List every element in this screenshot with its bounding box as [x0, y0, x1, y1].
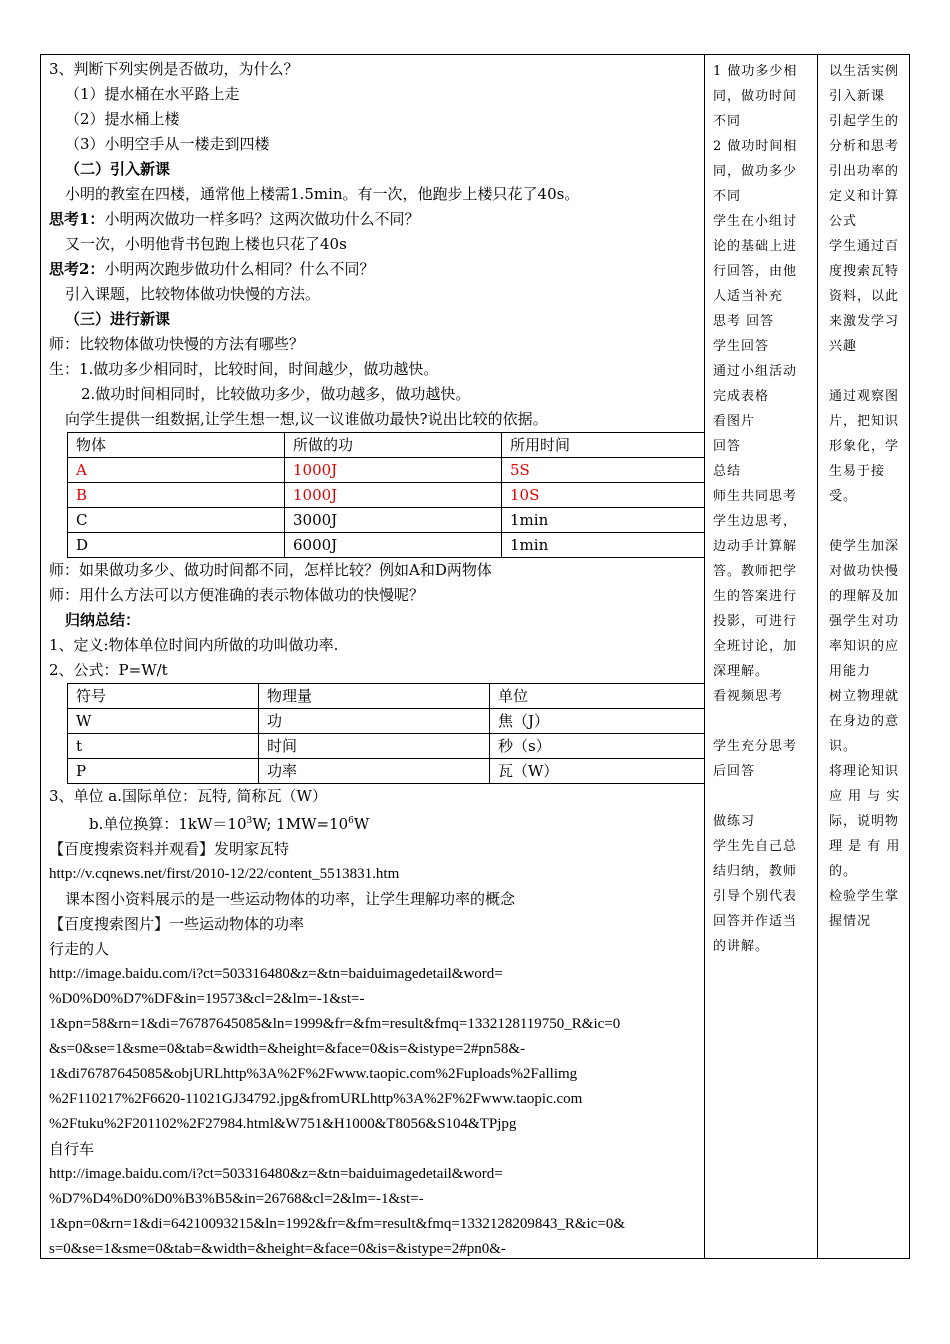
- table-cell: W: [68, 709, 259, 734]
- definition-text: 1、定义:物体单位时间内所做的功叫做功率.: [49, 636, 339, 654]
- activity-line: 结归纳，教师: [713, 864, 798, 879]
- teacher-question-2: 师：如果做功多少、做功时间都不同，怎样比较？例如A和D两物体: [49, 561, 492, 579]
- activity-line: 深理解。: [713, 664, 770, 679]
- think-2: [49, 257, 704, 282]
- table-header-cell: 所做的功: [285, 433, 502, 458]
- intent-line: 率知识的应: [829, 639, 900, 654]
- section-3-heading: （三）进行新课: [65, 310, 171, 328]
- activity-line: 投影，可进行: [713, 614, 798, 629]
- url-line[interactable]: %2F110217%2F6620-11021GJ34792.jpg&fromURLhttp%3A%2F%2Fwww.taopic.com: [49, 1091, 583, 1107]
- intent-line: 将理论知识: [829, 764, 900, 779]
- table-cell: 1min: [502, 533, 705, 558]
- table-header-row: [68, 684, 705, 709]
- url-line[interactable]: 1&pn=58&rn=1&di=76787645085&ln=1999&fr=&fm=result&fmq=1332128119750_R&ic=0: [49, 1016, 621, 1032]
- intent-line: 兴趣: [829, 339, 858, 354]
- activity-line: 论的基础上进: [713, 239, 798, 254]
- walk-label: 行走的人: [49, 940, 110, 958]
- intent-line: 资料，以此: [829, 289, 900, 304]
- activity-line: [713, 784, 819, 809]
- intent-line: 使学生加深: [829, 539, 900, 554]
- intent-line: 的理解及加: [829, 589, 900, 604]
- column-divider: [817, 55, 818, 1258]
- activity-line: 同，做功时间: [713, 89, 798, 104]
- question-3-item: （2）提水桶上楼: [65, 110, 180, 128]
- table-cell: 时间: [259, 734, 490, 759]
- table-header-cell: 物体: [68, 433, 285, 458]
- activity-line: 完成表格: [713, 389, 770, 404]
- main-content-column: [41, 55, 705, 1258]
- activity-line: 人适当补充: [713, 289, 784, 304]
- intent-line: 形象化，学: [829, 439, 900, 454]
- intent-line: 识。: [829, 739, 858, 754]
- table-cell: P: [68, 759, 259, 784]
- url-line[interactable]: %D0%D0%D7%DF&in=19573&cl=2&lm=-1&st=-: [49, 991, 365, 1007]
- unit-conv-suffix: W: [353, 815, 370, 833]
- table-row: [68, 533, 705, 558]
- url-line[interactable]: 1&pn=0&rn=1&di=64210093215&ln=1992&fr=&fm=result&fmq=1332128209843_R&ic=0&: [49, 1216, 625, 1232]
- lead-text: 引入课题，比较物体做功快慢的方法。: [65, 285, 321, 303]
- summary-heading: 归纳总结：: [65, 611, 141, 629]
- student-activity-column: [713, 55, 819, 1258]
- intent-line: 强学生对功: [829, 614, 900, 629]
- table-cell: 6000J: [285, 533, 502, 558]
- think-2-text: 小明两次跑步做功什么相同？什么不同？: [104, 260, 375, 278]
- question-3-item: （1）提水桶在水平路上走: [65, 85, 240, 103]
- intent-line: 分析和思考: [829, 139, 900, 154]
- activity-line: 通过小组活动: [713, 364, 798, 379]
- url-line[interactable]: &s=0&se=1&sme=0&tab=&width=&height=&face=0&is=&istype=2#pn58&-: [49, 1041, 526, 1057]
- intent-line: 来激发学习: [829, 314, 900, 329]
- table-cell: 1min: [502, 508, 705, 533]
- intent-line: 公式: [829, 214, 858, 229]
- activity-line: 看视频思考: [713, 689, 784, 704]
- table-header-cell: 符号: [68, 684, 259, 709]
- activity-line: 学生充分思考: [713, 739, 798, 754]
- design-intent-column: [829, 55, 911, 1258]
- table-cell: A: [68, 458, 285, 483]
- table-cell: 功: [259, 709, 490, 734]
- table-cell: 5S: [502, 458, 705, 483]
- activity-line: 答。教师把学: [713, 564, 798, 579]
- unit-conv-exp: 6: [348, 816, 354, 826]
- formula-text: 2、公式：P=W/t: [49, 661, 168, 679]
- again-text: 又一次，小明他背书包跑上楼也只花了40s: [65, 235, 347, 253]
- table-row: [68, 508, 705, 533]
- table-cell: 3000J: [285, 508, 502, 533]
- table-row: [68, 483, 705, 508]
- table-cell: 功率: [259, 759, 490, 784]
- url-line[interactable]: %D7%D4%D0%D0%B3%B5&in=26768&cl=2&lm=-1&st=-: [49, 1191, 424, 1207]
- table-row: [68, 458, 705, 483]
- provide-text: 向学生提供一组数据,让学生想一想,议一议谁做功最快?说出比较的依据。: [65, 410, 548, 428]
- intent-line: 引起学生的: [829, 114, 900, 129]
- think-1: [49, 207, 704, 232]
- intent-line: 在身边的意: [829, 714, 900, 729]
- activity-line: 总结: [713, 464, 742, 479]
- activity-line: 边动手计算解: [713, 539, 798, 554]
- url-link[interactable]: http://v.cqnews.net/first/2010-12/22/content_5513831.htm: [49, 866, 400, 882]
- question-3-item: （3）小明空手从一楼走到四楼: [65, 135, 270, 153]
- intent-line: 的。: [829, 864, 858, 879]
- intent-line: 通过观察图: [829, 389, 900, 404]
- intent-line: 握情况: [829, 914, 872, 929]
- activity-line: 不同: [713, 114, 742, 129]
- unit-conv-exp: 3: [246, 816, 253, 826]
- intent-line: 片，把知识: [829, 414, 900, 429]
- activity-line: 同，做功多少: [713, 164, 798, 179]
- table-row: [68, 709, 705, 734]
- intent-line: 树立物理就: [829, 689, 900, 704]
- activity-line: 后回答: [713, 764, 756, 779]
- table-cell: 秒（s）: [490, 734, 705, 759]
- activity-line: 2 做功时间相: [713, 139, 798, 154]
- table-cell: 瓦（W）: [490, 759, 705, 784]
- activity-line: 思考 回答: [713, 314, 775, 329]
- table-row: [68, 734, 705, 759]
- student-answer-1: 生：1.做功多少相同时，比较时间，时间越少，做功越快。: [49, 360, 439, 378]
- activity-line: 引导个别代表: [713, 889, 798, 904]
- activity-line: 看图片: [713, 414, 756, 429]
- work-time-table: [67, 432, 705, 558]
- table-cell: 1000J: [285, 483, 502, 508]
- intent-line: [829, 509, 911, 534]
- intent-line: 应 用 与 实: [829, 789, 901, 804]
- section-2-heading: （二）引入新课: [65, 160, 171, 178]
- teacher-question: 师：比较物体做功快慢的方法有哪些？: [49, 335, 305, 353]
- activity-line: [713, 709, 819, 734]
- unit-conv-mid: W; 1MW=10: [252, 815, 349, 833]
- url-line[interactable]: %2Ftuku%2F201102%2F27984.html&W751&H1000&T8056&S104&TPjpg: [49, 1116, 517, 1132]
- url-line[interactable]: http://image.baidu.com/i?ct=503316480&z=&tn=baiduimagedetail&word=: [49, 966, 503, 982]
- unit-conv-prefix: b.单位换算：1kW＝10: [89, 815, 247, 833]
- unit-conversion: [49, 809, 704, 837]
- intent-line: 际，说明物: [829, 814, 900, 829]
- intent-line: 引入新课: [829, 89, 886, 104]
- activity-line: 学生先自己总: [713, 839, 798, 854]
- activity-line: 师生共同思考: [713, 489, 798, 504]
- think-2-label: 思考2：: [49, 260, 105, 278]
- table-header-cell: 所用时间: [502, 433, 705, 458]
- teacher-question-3: 师：用什么方法可以方便准确的表示物体做功的快慢呢？: [49, 586, 425, 604]
- intent-line: [829, 359, 911, 384]
- lesson-plan-table: [40, 54, 910, 1259]
- activity-line: 全班讨论，加: [713, 639, 798, 654]
- intent-line: 度搜索瓦特: [829, 264, 900, 279]
- think-1-label: 思考1：: [49, 210, 105, 228]
- activity-line: 行回答，由他: [713, 264, 798, 279]
- symbol-table: [67, 683, 705, 784]
- activity-line: 不同: [713, 189, 742, 204]
- question-3-title: 3、判断下列实例是否做功，为什么？: [49, 60, 299, 78]
- intent-line: 检验学生掌: [829, 889, 900, 904]
- intent-line: 以生活实例: [829, 64, 900, 79]
- activity-line: 回答: [713, 439, 742, 454]
- table-cell: D: [68, 533, 285, 558]
- table-header-cell: 单位: [490, 684, 705, 709]
- intent-line: 理 是 有 用: [829, 839, 901, 854]
- activity-line: 回答并作适当: [713, 914, 798, 929]
- student-answer-2: 2.做功时间相同时，比较做功多少，做功越多，做功越快。: [81, 385, 471, 403]
- think-1-text: 小明两次做功一样多吗？这两次做功什么不同？: [104, 210, 420, 228]
- note-text: 课本图小资料展示的是一些运动物体的功率，让学生理解功率的概念: [65, 890, 516, 908]
- intent-line: 受。: [829, 489, 858, 504]
- activity-line: 的讲解。: [713, 939, 770, 954]
- table-cell: 10S: [502, 483, 705, 508]
- search-2: 【百度搜索图片】一些运动物体的功率: [49, 915, 305, 933]
- search-1: 【百度搜索资料并观看】发明家瓦特: [49, 840, 290, 858]
- activity-line: 1 做功多少相: [713, 64, 798, 79]
- table-cell: 焦（J）: [490, 709, 705, 734]
- table-cell: B: [68, 483, 285, 508]
- activity-line: 学生在小组讨: [713, 214, 798, 229]
- intro-text: 小明的教室在四楼，通常他上楼需1.5min。有一次，他跑步上楼只花了40s。: [65, 185, 580, 203]
- url-line[interactable]: http://image.baidu.com/i?ct=503316480&z=&tn=baiduimagedetail&word=: [49, 1166, 503, 1182]
- activity-line: 学生边思考，: [713, 514, 798, 529]
- intent-line: 引出功率的: [829, 164, 900, 179]
- table-row: [68, 759, 705, 784]
- table-header-cell: 物理量: [259, 684, 490, 709]
- intent-line: 学生通过百: [829, 239, 900, 254]
- table-cell: C: [68, 508, 285, 533]
- activity-line: 做练习: [713, 814, 756, 829]
- intent-line: 生易于接: [829, 464, 886, 479]
- url-line[interactable]: s=0&se=1&sme=0&tab=&width=&height=&face=0&is=&istype=2#pn0&-: [49, 1241, 506, 1257]
- bike-label: 自行车: [49, 1140, 95, 1158]
- table-cell: t: [68, 734, 259, 759]
- intent-line: 对做功快慢: [829, 564, 900, 579]
- activity-line: 学生回答: [713, 339, 770, 354]
- unit-text: 3、单位 a.国际单位：瓦特, 简称瓦（W）: [49, 787, 327, 805]
- intent-line: 用能力: [829, 664, 872, 679]
- table-header-row: [68, 433, 705, 458]
- intent-line: 定义和计算: [829, 189, 900, 204]
- url-line[interactable]: 1&di76787645085&objURLhttp%3A%2F%2Fwww.taopic.com%2Fuploads%2Fallimg: [49, 1066, 578, 1082]
- table-cell: 1000J: [285, 458, 502, 483]
- activity-line: 生的答案进行: [713, 589, 798, 604]
